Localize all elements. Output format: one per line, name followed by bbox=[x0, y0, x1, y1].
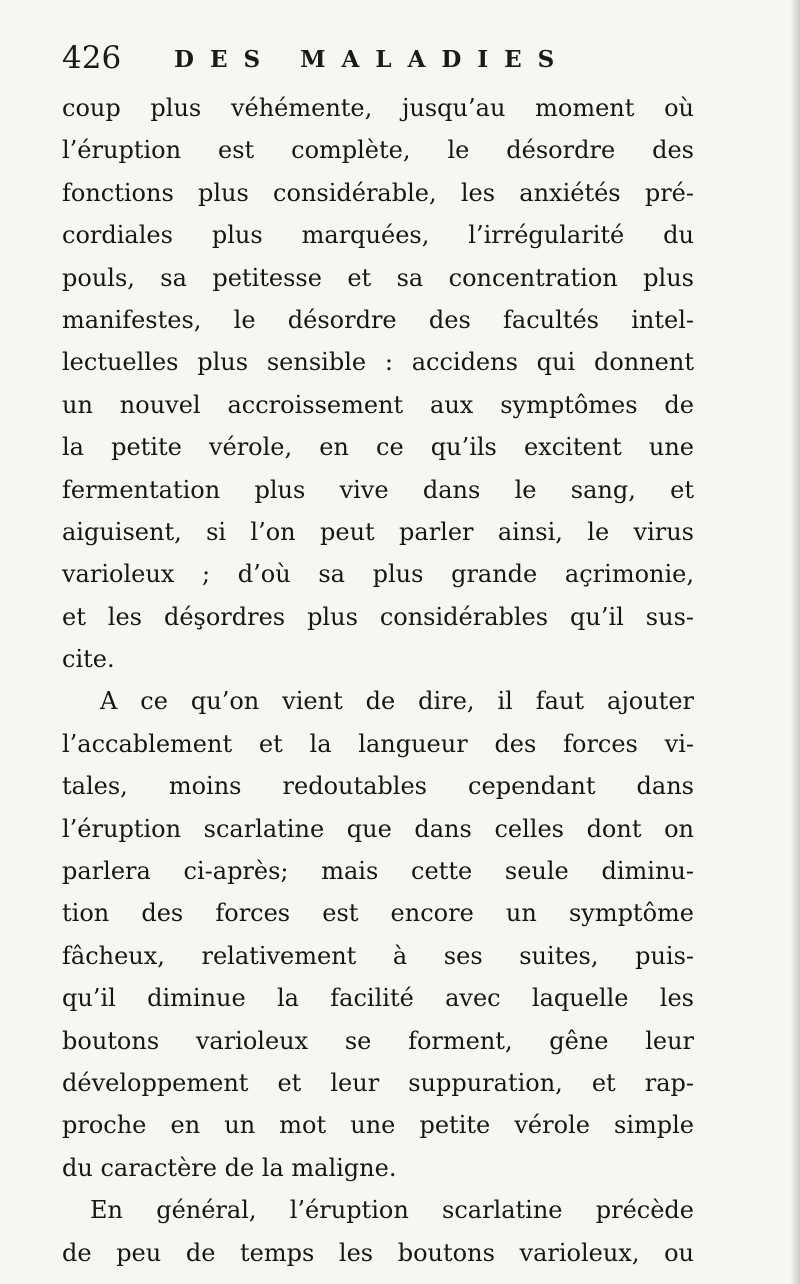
text-line: cite. bbox=[62, 645, 115, 674]
text-line: qu’il diminue la facilité avec laquelle les bbox=[62, 984, 694, 1013]
text-line: fonctions plus considérable, les anxiétés pré- bbox=[62, 178, 694, 207]
text-line: l’éruption est complète, le désordre des bbox=[62, 136, 694, 165]
text-line: et les déşordres plus considérables qu’il sus- bbox=[62, 602, 694, 631]
text-line: l’éruption scarlatine que dans celles dont on bbox=[62, 814, 694, 843]
text-line: coup plus véhémente, jusqu’au moment où bbox=[62, 94, 694, 122]
text-line: lectuelles plus sensible : accidens qui donnent bbox=[62, 348, 694, 377]
text-line: tion des forces est encore un symptôme bbox=[62, 899, 694, 928]
text-line: l’accablement et la langueur des forces vi- bbox=[62, 729, 694, 758]
running-head bbox=[62, 38, 702, 82]
text-line: proche en un mot une petite vérole simple bbox=[62, 1111, 694, 1140]
running-title: DES MALADIES bbox=[174, 46, 571, 73]
text-line: tales, moins redoutables cependant dans bbox=[62, 772, 694, 801]
paragraph-first-line: A ce qu’on vient de dire, il faut ajouter bbox=[100, 687, 694, 716]
text-line: pouls, sa petitesse et sa concentration plus bbox=[62, 263, 694, 292]
page-number: 426 bbox=[62, 40, 122, 76]
text-line: boutons varioleux se forment, gêne leur bbox=[62, 1026, 694, 1055]
body-text bbox=[62, 87, 694, 1274]
text-line: parlera ci-après; mais cette seule diminu- bbox=[62, 857, 694, 886]
text-line: manifestes, le désordre des facultés intel- bbox=[62, 305, 694, 334]
text-line: un nouvel accroissement aux symptômes de bbox=[62, 390, 694, 419]
paragraph-first-line: En général, l’éruption scarlatine précède bbox=[90, 1196, 694, 1225]
text-line: varioleux ; d’où sa plus grande açrimonie, bbox=[62, 560, 694, 589]
text-line: la petite vérole, en ce qu’ils excitent une bbox=[62, 433, 694, 462]
text-line: aiguisent, si l’on peut parler ainsi, le virus bbox=[62, 517, 694, 546]
text-line: cordiales plus marquées, l’irrégularité du bbox=[62, 221, 694, 250]
text-line: fermentation plus vive dans le sang, et bbox=[62, 475, 694, 504]
text-line: développement et leur suppuration, et rap- bbox=[62, 1068, 694, 1097]
text-line: de peu de temps les boutons varioleux, ou bbox=[62, 1238, 694, 1267]
text-line: fâcheux, relativement à ses suites, puis- bbox=[62, 941, 694, 970]
text-line: du caractère de la maligne. bbox=[62, 1153, 397, 1182]
